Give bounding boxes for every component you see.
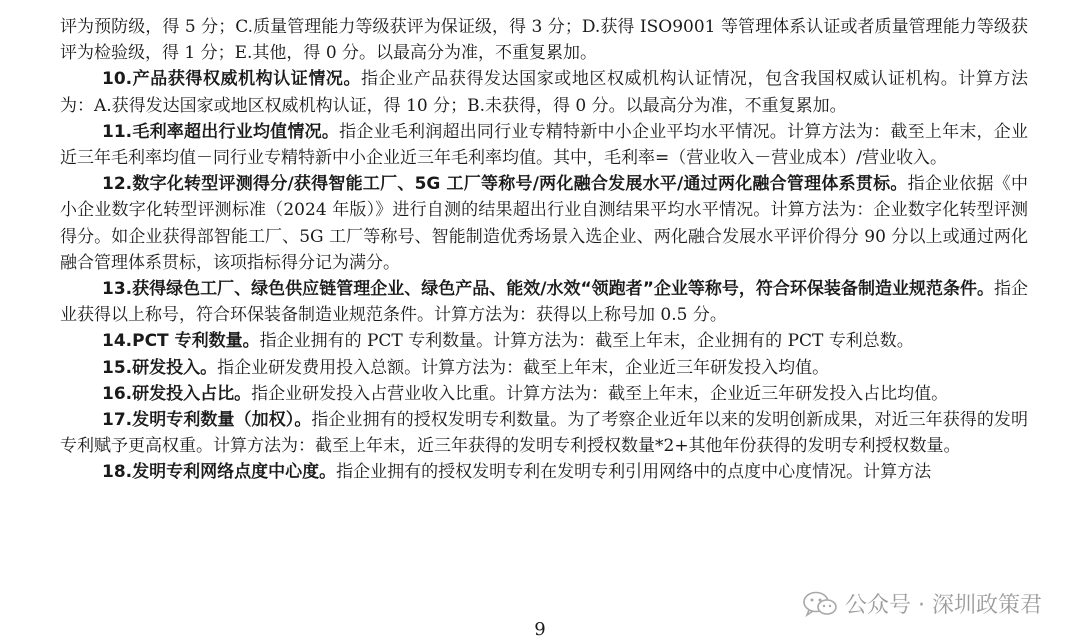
paragraph (60, 355, 1028, 381)
item-text: 评为预防级，得 5 分；C.质量管理能力等级获评为保证级，得 3 分；D.获得 ISO9001 等管理体系认证或者质量管理能力等级获评为检验级，得 1 分；E.其他，得 0 分。以最高分为准，不重复累加。 (60, 17, 1028, 64)
paragraph (60, 14, 1028, 66)
paragraph (60, 381, 1028, 407)
paragraph (60, 66, 1028, 118)
item-text: 指企业产品获得发达国家或地区权威机构认证情况，包含我国权威认证机构。计算方法为：A.获得发达国家或地区权威机构认证，得 10 分；B.未获得，得 0 分。以最高分为准，不重复累加。 (60, 69, 1028, 116)
item-text: 指企业拥有的授权发明专利数量。为了考察企业近年以来的发明创新成果，对近三年获得的发明专利赋予更高权重。计算方法为：截至上年末，近三年获得的发明专利授权数量*2+其他年份获得的发明专利授权数量。 (60, 410, 1028, 457)
paragraph (60, 328, 1028, 354)
document-body (60, 14, 1028, 486)
item-text: 指企业依据《中小企业数字化转型评测标准（2024 年版）》进行自测的结果超出行业自测结果平均水平情况。计算方法为：企业数字化转型评测得分。如企业获得部智能工厂、5G 工厂等称号、智能制造优秀场景入选企业、两化融合发展水平评价得分 90 分以上或通过两化融合管理体系贯标，该项指标得分记为满分。 (60, 174, 1028, 273)
paragraph (60, 119, 1028, 171)
watermark-text: 公众号 · 深圳政策君 (845, 593, 1042, 618)
item-text: 指企业拥有的授权发明专利在发明专利引用网络中的点度中心度情况。计算方法 (336, 462, 932, 483)
wechat-icon (803, 591, 837, 617)
paragraph (60, 407, 1028, 459)
item-text: 指企业拥有的 PCT 专利数量。计算方法为：截至上年末，企业拥有的 PCT 专利总数。 (259, 331, 914, 352)
item-heading: 11.毛利率超出行业均值情况。 (102, 121, 340, 142)
item-heading: 18.发明专利网络点度中心度。 (102, 462, 337, 483)
watermark (803, 588, 1042, 619)
paragraph (60, 171, 1028, 276)
item-heading: 13.获得绿色工厂、绿色供应链管理企业、绿色产品、能效/水效“领跑者”企业等称号，符合环保装备制造业规范条件。 (102, 279, 994, 300)
item-heading: 17.发明专利数量（加权）。 (102, 410, 312, 431)
paragraph (60, 459, 1028, 485)
item-heading: 14.PCT 专利数量。 (102, 331, 260, 352)
item-text: 指企业获得以上称号，符合环保装备制造业规范条件。计算方法为：获得以上称号加 0.5 分。 (60, 279, 1029, 326)
item-text: 指企业毛利润超出同行业专精特新中小企业平均水平情况。计算方法为：截至上年末，企业近三年毛利率均值－同行业专精特新中小企业近三年毛利率均值。其中，毛利率=（营业收入－营业成本）/营业收入。 (60, 121, 1028, 169)
item-heading: 12.数字化转型评测得分/获得智能工厂、5G 工厂等称号/两化融合发展水平/通过两化融合管理体系贯标。 (102, 174, 908, 195)
item-heading: 15.研发投入。 (102, 357, 218, 378)
item-text: 指企业研发投入占营业收入比重。计算方法为：截至上年末，企业近三年研发投入占比均值。 (251, 383, 949, 404)
item-text: 指企业研发费用投入总额。计算方法为：截至上年末，企业近三年研发投入均值。 (217, 357, 830, 378)
item-heading: 16.研发投入占比。 (102, 383, 252, 404)
item-heading: 10.产品获得权威机构认证情况。 (102, 69, 362, 90)
page-number: 9 (534, 619, 546, 640)
paragraph (60, 276, 1028, 328)
